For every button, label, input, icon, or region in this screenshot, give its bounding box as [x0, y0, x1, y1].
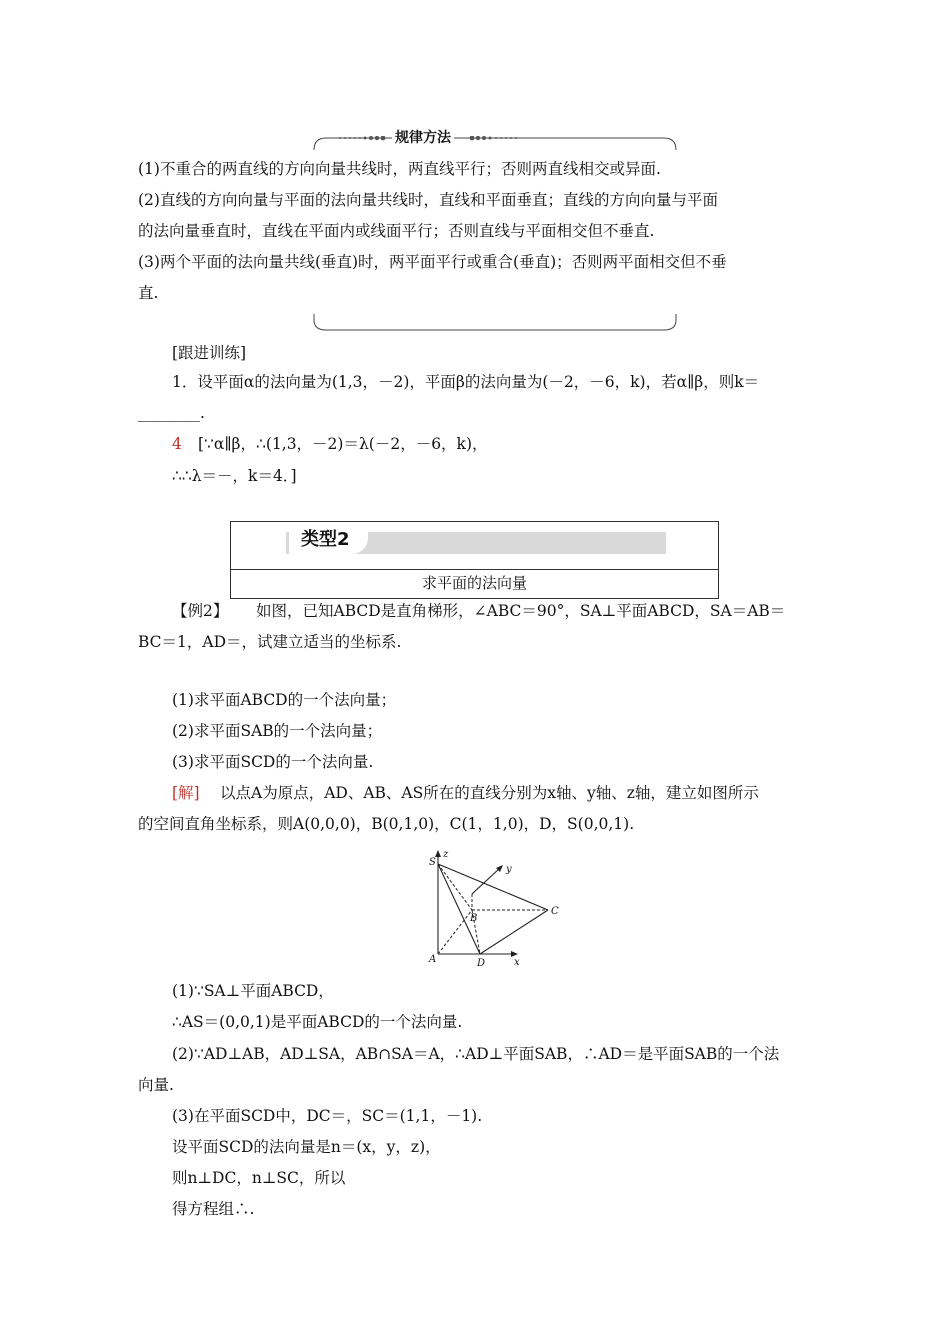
example-line-2: BC＝1，AD＝，试建立适当的坐标系.	[138, 633, 402, 651]
edge-DC	[480, 910, 548, 954]
label-C: C	[551, 906, 559, 917]
label-B: B	[470, 913, 478, 924]
example-question-2: (2)求平面SAB的一个法向量；	[172, 722, 383, 740]
method-point-3b: 直.	[138, 284, 159, 302]
practice-answer-line-2: ∴∴λ＝－，k＝4．]	[172, 467, 297, 485]
practice-answer-number: 4	[172, 435, 182, 453]
solution-step-3a: (2)∵AD⊥AB，AD⊥SA，AB∩SA＝A，∴AD⊥平面SAB，∴AD＝是平面SAB的一个法	[172, 1045, 780, 1063]
example-question-1: (1)求平面ABCD的一个法向量；	[172, 691, 397, 709]
solution-step-2: ∴AS＝(0,0,1)是平面ABCD的一个法向量.	[172, 1013, 463, 1031]
solution-step-7: 得方程组∴.	[172, 1200, 255, 1218]
method-point-2b: 的法向量垂直时，直线在平面内或线面平行；否则直线与平面相交但不垂直.	[138, 222, 655, 240]
method-point-3a: (3)两个平面的法向量共线(垂直)时，两平面平行或重合(垂直)；否则两平面相交但不垂	[138, 253, 727, 271]
label-S: S	[429, 857, 436, 868]
method-box-title: 规律方法	[392, 127, 454, 147]
solution-label: [解]	[172, 784, 200, 802]
solution-step-1: (1)∵SA⊥平面ABCD，	[172, 982, 334, 1000]
practice-question-1-blank: ________.	[138, 404, 205, 422]
practice-answer-line-1: [∵α∥β，∴(1,3，－2)＝λ(－2，－6，k)，	[198, 435, 488, 453]
method-box-top-frame	[312, 136, 678, 150]
edge-AB	[438, 910, 472, 954]
edge-SD	[438, 864, 480, 954]
practice-heading: [跟进训练]	[172, 344, 247, 362]
solution-line-2: 的空间直角坐标系，则A(0,0,0)，B(0,1,0)，C(1，1,0)，D，S(0,0,1).	[138, 815, 635, 833]
type-banner-title: 求平面的法向量	[421, 574, 527, 592]
label-A: A	[429, 954, 437, 965]
type-banner-label: 类型2	[289, 526, 368, 554]
type-banner-divider	[230, 569, 719, 570]
example-question-3: (3)求平面SCD的一个法向量.	[172, 753, 374, 771]
solution-step-5: 设平面SCD的法向量是n＝(x，y，z)，	[172, 1138, 441, 1156]
example-label: 【例2】	[172, 602, 229, 620]
label-D: D	[477, 958, 486, 969]
label-z: z	[443, 849, 449, 860]
example-line-1: 如图，已知ABCD是直角梯形，∠ABC＝90°，SA⊥平面ABCD，SA＝AB＝	[256, 602, 786, 620]
label-x: x	[514, 957, 520, 968]
solution-step-3b: 向量.	[138, 1076, 174, 1094]
method-point-2a: (2)直线的方向向量与平面的法向量共线时，直线和平面垂直；直线的方向向量与平面	[138, 191, 718, 209]
practice-question-1: 1．设平面α的法向量为(1,3，－2)，平面β的法向量为(－2，－6，k)，若α∥β，则k＝	[172, 373, 760, 391]
edge-SC	[438, 864, 548, 910]
method-point-1: (1)不重合的两直线的方向向量共线时，两直线平行；否则两直线相交或异面.	[138, 160, 661, 178]
method-box-bottom-frame	[312, 312, 678, 332]
solution-step-4: (3)在平面SCD中，DC＝，SC＝(1,1，－1).	[172, 1107, 483, 1125]
y-axis-line	[472, 868, 500, 894]
solution-step-6: 则n⊥DC，n⊥SC，所以	[172, 1169, 346, 1187]
z-arrow	[435, 850, 441, 857]
coordinate-figure	[420, 848, 570, 970]
solution-line-1: 以点A为原点，AD、AB、AS所在的直线分别为x轴、y轴、z轴，建立如图所示	[220, 784, 759, 802]
label-y: y	[506, 864, 512, 875]
